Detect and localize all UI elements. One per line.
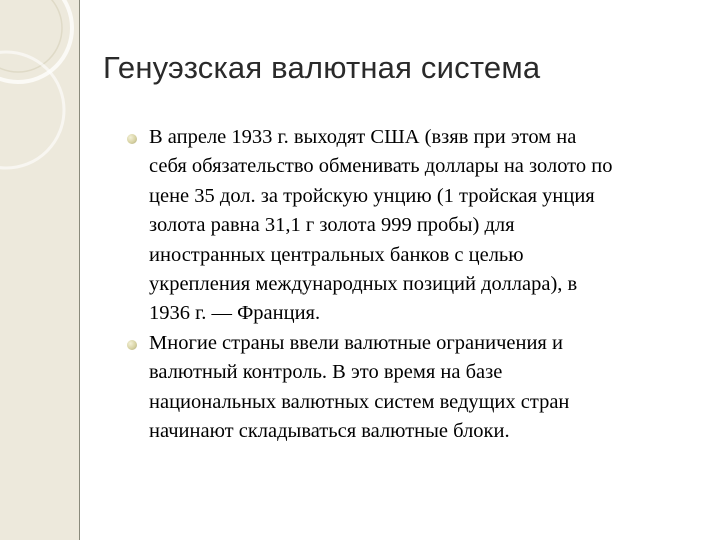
text-line: укрепления международных позиций доллара), в (149, 273, 578, 296)
bullet-text (149, 329, 709, 447)
text-line: национальных валютных систем ведущих стран (149, 390, 570, 413)
slide-title: Генуэзская валютная система (103, 50, 541, 85)
bullet-text (149, 123, 709, 329)
bullet-item (149, 123, 709, 329)
bullet-item (149, 329, 709, 447)
text-line: начинают складываться валютные блоки. (149, 420, 510, 443)
text-line: себя обязательство обменивать доллары на золото по (149, 155, 613, 178)
bullet-dot-icon (127, 340, 137, 350)
bullet-dot-icon (127, 134, 137, 144)
text-line: В апреле 1933 г. выходят США (взяв при этом на (149, 126, 577, 148)
text-line: Многие страны ввели валютные ограничения и (149, 331, 563, 354)
text-line: золота равна 31,1 г золота 999 пробы) для (149, 214, 515, 237)
text-line: валютный контроль. В это время на базе (149, 361, 503, 384)
decorative-circles (0, 0, 79, 540)
bullet-list (149, 123, 709, 446)
left-decorative-band (0, 0, 79, 540)
band-divider (79, 0, 80, 540)
text-line: иностранных центральных банков с целью (149, 243, 524, 266)
text-line: 1936 г. — Франция. (149, 302, 321, 325)
text-line: цене 35 дол. за тройскую унцию (1 тройская унция (149, 184, 595, 207)
